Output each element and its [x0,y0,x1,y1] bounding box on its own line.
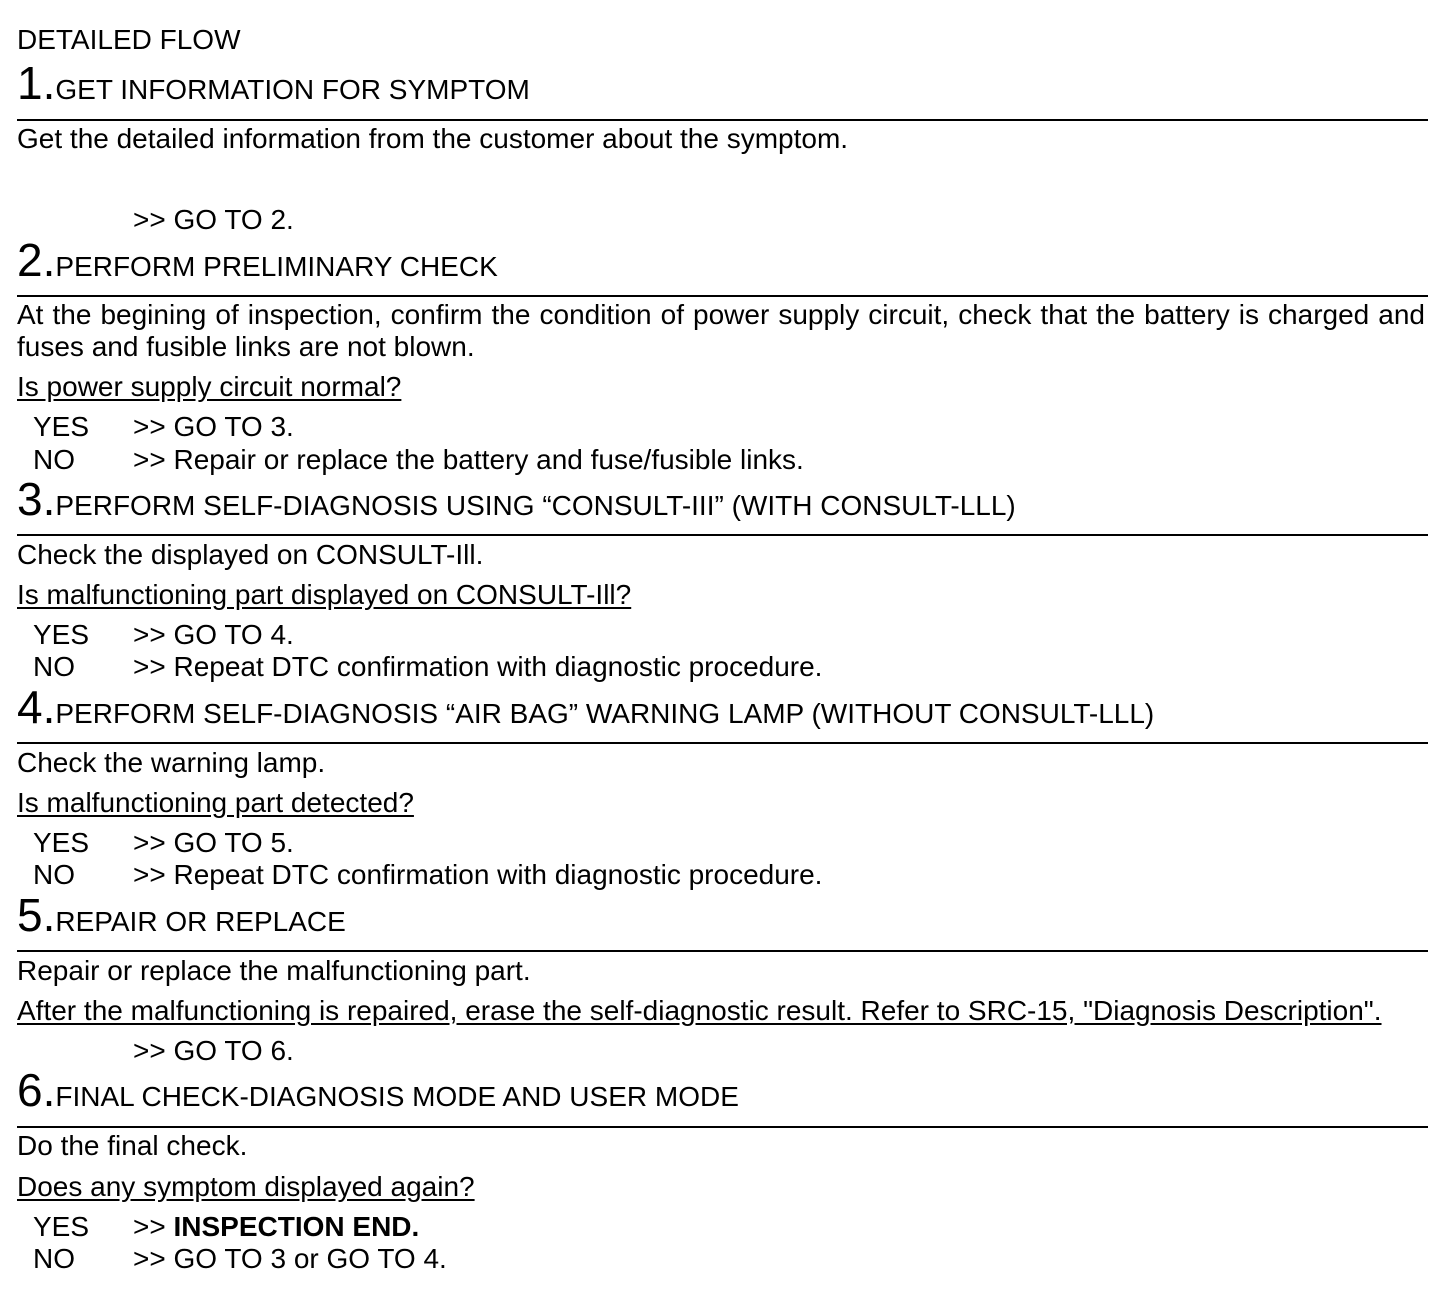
yes-action: >> GO TO 3. [133,411,294,442]
no-action: >> Repair or replace the battery and fuse/fusible links. [133,444,804,475]
step-2-question: Is power supply circuit normal? [17,371,402,402]
yes-label: YES [33,827,90,858]
divider [17,534,1428,536]
no-action: >> GO TO 3 or GO TO 4. [133,1243,447,1274]
no-label: NO [33,444,75,475]
yes-label: YES [33,1211,90,1242]
step-3-heading [17,473,1016,525]
step-title: PERFORM SELF-DIAGNOSIS USING “CONSULT-III” (WITH CONSULT-LLL) [55,490,1016,521]
step-2-text: At the begining of inspection, confirm the condition of power supply circuit, check that the battery is charged and fuses and fusible links are not blown. [17,299,1425,362]
yes-action [133,1211,419,1243]
step-title: PERFORM PRELIMINARY CHECK [55,251,498,282]
yes-action: >> GO TO 4. [133,619,294,650]
divider [17,1126,1428,1128]
step-number: 3. [17,473,56,525]
step-number: 1. [17,57,56,109]
no-action: >> Repeat DTC confirmation with diagnostic procedure. [133,651,823,682]
step-6-heading [17,1064,739,1116]
step-4-question: Is malfunctioning part detected? [17,787,414,818]
yes-label: YES [33,619,90,650]
step-number: 2. [17,234,56,286]
divider [17,950,1428,952]
step-6-text: Do the final check. [17,1130,248,1161]
inspection-end-text: INSPECTION END. [173,1211,420,1242]
step-1-heading [17,57,530,109]
step-number: 6. [17,1064,56,1116]
no-label: NO [33,1243,75,1274]
step-number: 4. [17,681,56,733]
step-5-heading [17,889,346,941]
step-title: GET INFORMATION FOR SYMPTOM [55,74,530,105]
no-label: NO [33,651,75,682]
step-6-question: Does any symptom displayed again? [17,1171,475,1202]
goto-action: >> GO TO 2. [133,204,294,235]
yes-action: >> GO TO 5. [133,827,294,858]
step-3-question: Is malfunctioning part displayed on CONSULT-Ill? [17,579,632,610]
step-title: FINAL CHECK-DIAGNOSIS MODE AND USER MODE [55,1081,739,1112]
step-title: REPAIR OR REPLACE [55,906,346,937]
step-5-text: Repair or replace the malfunctioning part. [17,955,531,986]
no-action: >> Repeat DTC confirmation with diagnostic procedure. [133,859,823,890]
step-2-heading [17,234,498,286]
step-number: 5. [17,889,56,941]
step-3-text: Check the displayed on CONSULT-Ill. [17,539,484,570]
goto-action: >> GO TO 6. [133,1035,294,1066]
divider [17,119,1428,121]
yes-label: YES [33,411,90,442]
step-title: PERFORM SELF-DIAGNOSIS “AIR BAG” WARNING LAMP (WITHOUT CONSULT-LLL) [55,698,1155,729]
no-label: NO [33,859,75,890]
step-5-note: After the malfunctioning is repaired, erase the self-diagnostic result. Refer to SRC-15, "Diagnosis Description". [17,995,1382,1026]
step-1-text: Get the detailed information from the customer about the symptom. [17,123,849,154]
divider [17,742,1428,744]
page-title: DETAILED FLOW [17,24,241,55]
step-4-text: Check the warning lamp. [17,747,326,778]
divider [17,295,1428,297]
step-4-heading [17,681,1155,733]
yes-action-prefix: >> [133,1211,174,1242]
